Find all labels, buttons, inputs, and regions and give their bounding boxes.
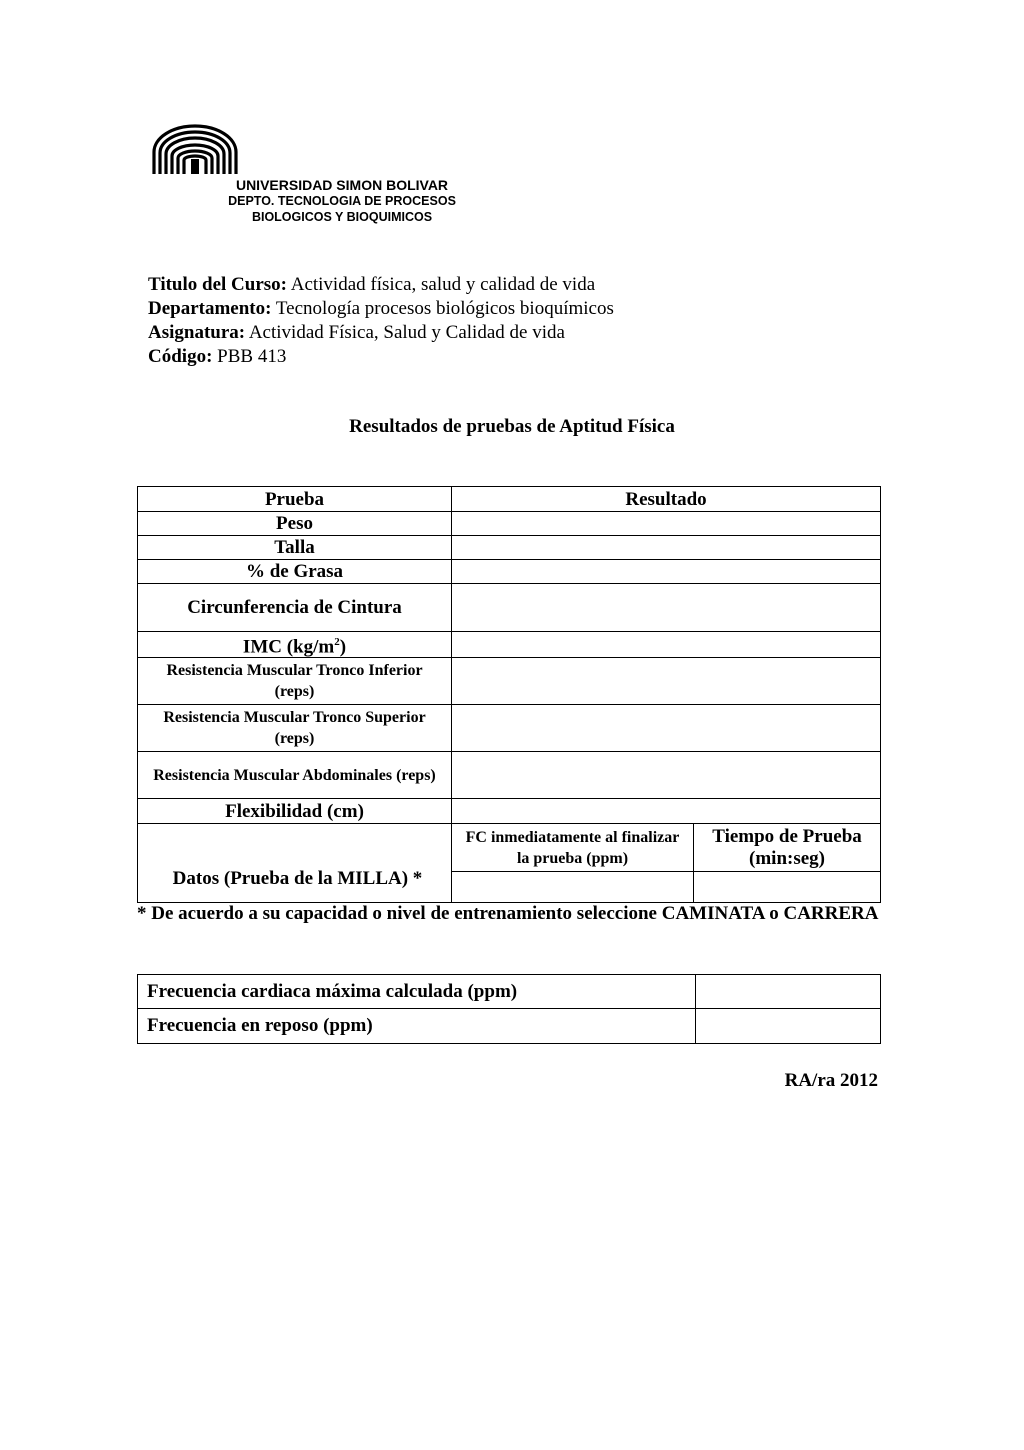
row-label-tronco-superior: Resistencia Muscular Tronco Superior (reps) bbox=[138, 705, 452, 752]
table-row bbox=[138, 705, 881, 752]
department-value: Tecnología procesos biológicos bioquímicos bbox=[275, 298, 614, 319]
course-title-label: Titulo del Curso: bbox=[148, 274, 288, 295]
value-cell-fc-maxima[interactable] bbox=[696, 975, 881, 1009]
result-cell-fc-final[interactable] bbox=[452, 872, 694, 903]
imc-superscript: 2 bbox=[334, 636, 340, 648]
row-label-tronco-inferior: Resistencia Muscular Tronco Inferior (reps) bbox=[138, 658, 452, 705]
university-logo bbox=[150, 122, 240, 176]
course-title-value: Actividad física, salud y calidad de vida bbox=[290, 274, 596, 295]
table-row bbox=[138, 584, 881, 632]
department-row bbox=[148, 297, 614, 321]
table-row bbox=[138, 536, 881, 560]
row-label-cintura: Circunferencia de Cintura bbox=[138, 584, 452, 632]
code-row bbox=[148, 345, 614, 369]
row-label-flexibilidad: Flexibilidad (cm) bbox=[138, 799, 452, 824]
table-row bbox=[138, 658, 881, 705]
table-row bbox=[138, 1009, 881, 1044]
header-test: Prueba bbox=[138, 487, 452, 512]
result-cell-cintura[interactable] bbox=[452, 584, 881, 632]
subject-row bbox=[148, 321, 614, 345]
result-cell-imc[interactable] bbox=[452, 632, 881, 658]
table-row bbox=[138, 799, 881, 824]
row-label-peso: Peso bbox=[138, 512, 452, 536]
table-row bbox=[138, 632, 881, 658]
results-table bbox=[137, 486, 881, 903]
result-cell-flexibilidad[interactable] bbox=[452, 799, 881, 824]
result-cell-tiempo-prueba[interactable] bbox=[694, 872, 881, 903]
selection-note: * De acuerdo a su capacidad o nivel de entrenamiento seleccione CAMINATA o CARRERA bbox=[137, 903, 879, 924]
label-fc-maxima: Frecuencia cardiaca máxima calculada (ppm) bbox=[138, 975, 696, 1009]
result-cell-tronco-inferior[interactable] bbox=[452, 658, 881, 705]
table-row bbox=[138, 975, 881, 1009]
header-result: Resultado bbox=[452, 487, 881, 512]
value-cell-fc-reposo[interactable] bbox=[696, 1009, 881, 1044]
institution-name: UNIVERSIDAD SIMON BOLIVAR bbox=[235, 177, 449, 193]
course-info bbox=[148, 273, 614, 369]
footer-initials: RA/ra 2012 bbox=[784, 1070, 878, 1091]
imc-close: ) bbox=[339, 636, 347, 658]
result-cell-grasa[interactable] bbox=[452, 560, 881, 584]
result-cell-abdominales[interactable] bbox=[452, 752, 881, 799]
header-tiempo-prueba: Tiempo de Prueba (min:seg) bbox=[694, 824, 881, 872]
table-row bbox=[138, 560, 881, 584]
row-label-grasa: % de Grasa bbox=[138, 560, 452, 584]
imc-label: IMC (kg/m bbox=[242, 636, 335, 658]
course-title-row bbox=[148, 273, 614, 297]
table-row bbox=[138, 512, 881, 536]
document-title: Resultados de pruebas de Aptitud Física bbox=[349, 416, 675, 437]
subject-value: Actividad Física, Salud y Calidad de vida bbox=[248, 322, 565, 343]
table-row bbox=[138, 752, 881, 799]
code-label: Código: bbox=[148, 346, 213, 367]
result-cell-talla[interactable] bbox=[452, 536, 881, 560]
department-label: Departamento: bbox=[148, 298, 272, 319]
heart-rate-table bbox=[137, 974, 881, 1044]
institution-header bbox=[208, 177, 476, 225]
department-line-1: DEPTO. TECNOLOGIA DE PROCESOS bbox=[228, 194, 456, 208]
row-label-imc bbox=[138, 632, 452, 658]
result-cell-tronco-superior[interactable] bbox=[452, 705, 881, 752]
code-value: PBB 413 bbox=[217, 346, 287, 367]
row-label-milla: Datos (Prueba de la MILLA) * bbox=[138, 824, 452, 903]
header-fc-final: FC inmediatamente al finalizar la prueba (ppm) bbox=[452, 824, 694, 872]
row-label-talla: Talla bbox=[138, 536, 452, 560]
label-fc-reposo: Frecuencia en reposo (ppm) bbox=[138, 1009, 696, 1044]
department-line-2: BIOLOGICOS Y BIOQUIMICOS bbox=[251, 210, 433, 224]
table-header-row bbox=[138, 487, 881, 512]
table-row bbox=[138, 824, 881, 872]
result-cell-peso[interactable] bbox=[452, 512, 881, 536]
row-label-abdominales: Resistencia Muscular Abdominales (reps) bbox=[138, 752, 452, 799]
subject-label: Asignatura: bbox=[148, 322, 246, 343]
